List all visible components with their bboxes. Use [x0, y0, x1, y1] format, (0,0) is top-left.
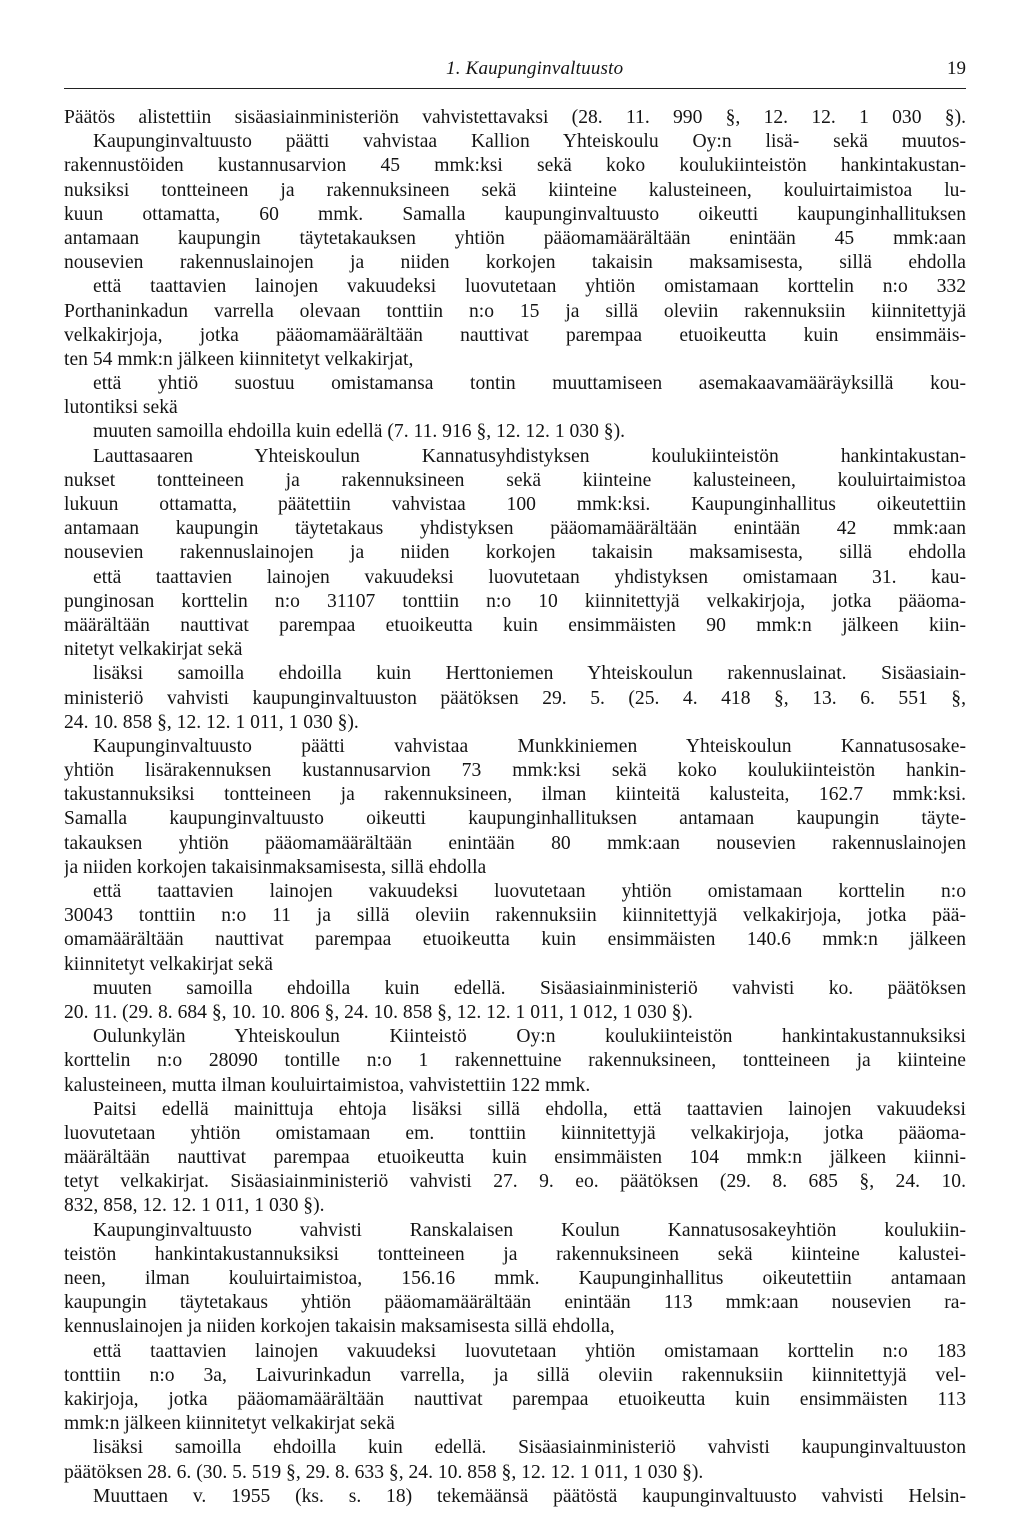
text-line: velkakirjoja, jotka pääomamäärältään nauttivat parempaa etuoikeutta kuin ensimmäis-: [64, 324, 966, 346]
text-line: neen, ilman kouluirtaimistoa, 156.16 mmk. Kaupunginhallitus oikeutettiin antamaan: [64, 1268, 966, 1289]
text-line: takustannuksiksi tontteineen ja rakennuksineen, ilman kiinteitä kalusteita, 162.7 mmk:ksi.: [64, 784, 966, 806]
text-line: Kaupunginvaltuusto vahvisti Ranskalaisen Koulun Kannatusosakeyhtiön koulukiin-: [93, 1219, 966, 1241]
text-line: 832, 858, 12. 12. 1 011, 1 030 §).: [64, 1195, 325, 1217]
text-line: omamäärältään nauttivat parempaa etuoikeutta kuin ensimmäisten 140.6 mmk:n jälkeen: [64, 929, 966, 951]
text-line: kalusteineen, mutta ilman kouluirtaimistoa, vahvistettiin 122 mmk.: [64, 1074, 591, 1096]
text-line: Lauttasaaren Yhteiskoulun Kannatusyhdistyksen koulukiinteistön hankintakustan-: [93, 445, 966, 467]
text-line: takauksen yhtiön pääomamäärältään enintään 80 mmk:aan nousevien rakennuslainojen: [64, 832, 966, 854]
text-line: kaupungin täytetakaus yhtiön pääomamäärältään enintään 113 mmk:aan nousevien ra-: [64, 1292, 966, 1314]
text-line: antamaan kaupungin täytetakaus yhdistyksen pääomamäärältään enintään 42 mmk:aan: [64, 518, 966, 540]
text-line: että yhtiö suostuu omistamansa tontin muuttamiseen asemakaavamääräyksillä kou-: [93, 373, 966, 395]
text-line: Kaupunginvaltuusto päätti vahvistaa Kallion Yhteiskoulu Oy:n lisä- sekä muutos-: [93, 131, 966, 153]
text-line: ministeriö vahvisti kaupunginvaltuuston päätöksen 29. 5. (25. 4. 418 §, 13. 6. 551 §,: [64, 687, 966, 709]
text-line: korttelin n:o 28090 tontille n:o 1 rakennettuine rakennuksineen, tontteineen ja kiinteine: [64, 1050, 966, 1072]
text-line: Oulunkylän Yhteiskoulun Kiinteistö Oy:n koulukiinteistön hankintakustannuksiksi: [93, 1026, 966, 1048]
text-line: lutontiksi sekä: [64, 397, 178, 419]
text-line: 30043 tonttiin n:o 11 ja sillä oleviin rakennuksiin kiinnitettyjä velkakirjoja, jotka pää-: [64, 905, 966, 927]
text-line: mmk:n jälkeen kiinnitetyt velkakirjat sekä: [64, 1413, 395, 1435]
text-line: kakirjoja, jotka pääomamäärältään nauttivat parempaa etuoikeutta kuin ensimmäisten 113: [64, 1388, 966, 1410]
text-line: että taattavien lainojen vakuudeksi luovutetaan yhtiön omistamaan korttelin n:o: [93, 881, 966, 902]
text-line: nousevien rakennuslainojen ja niiden korkojen takaisin maksamisesta, sillä ehdolla: [64, 542, 966, 564]
text-line: kennuslainojen ja niiden korkojen takaisin maksamisesta sillä ehdolla,: [64, 1316, 615, 1338]
text-line: tetyt velkakirjat. Sisäasiainministeriö vahvisti 27. 9. eo. päätöksen (29. 8. 685 §, 24. 10.: [64, 1171, 966, 1193]
text-line: 24. 10. 858 §, 12. 12. 1 011, 1 030 §).: [64, 711, 359, 733]
text-line: lisäksi samoilla ehdoilla kuin Herttoniemen Yhteiskoulun rakennuslainat. Sisäasiain-: [93, 663, 966, 685]
text-line: nitetyt velkakirjat sekä: [64, 639, 243, 661]
text-line: päätöksen 28. 6. (30. 5. 519 §, 29. 8. 633 §, 24. 10. 858 §, 12. 12. 1 011, 1 030 §).: [64, 1461, 704, 1483]
text-line: Paitsi edellä mainittuja ehtoja lisäksi sillä ehdolla, että taattavien lainojen vakuudeksi: [93, 1098, 966, 1120]
text-line: tonttiin n:o 3a, Laivurinkadun varrella, ja sillä oleviin rakennuksiin kiinnitettyjä vel-: [64, 1364, 966, 1386]
text-line: muuten samoilla ehdoilla kuin edellä. Sisäasiainministeriö vahvisti ko. päätöksen: [93, 977, 966, 999]
text-line: kiinnitetyt velkakirjat sekä: [64, 953, 273, 975]
text-line: yhtiön lisärakennuksen kustannusarvion 73 mmk:ksi sekä koko koulukiinteistön hankin-: [64, 760, 966, 782]
header-rule: [64, 88, 966, 89]
body-text: [64, 106, 966, 1509]
text-line: lisäksi samoilla ehdoilla kuin edellä. Sisäasiainministeriö vahvisti kaupunginvaltuuston: [93, 1437, 966, 1459]
page-number: 19: [947, 58, 966, 79]
text-line: Kaupunginvaltuusto päätti vahvistaa Munkkiniemen Yhteiskoulun Kannatusosake-: [93, 735, 966, 757]
text-line: että taattavien lainojen vakuudeksi luovutetaan yhdistyksen omistamaan 31. kau-: [93, 566, 966, 588]
text-line: Samalla kaupunginvaltuusto oikeutti kaupunginhallituksen antamaan kaupungin täyte-: [64, 808, 966, 830]
text-line: että taattavien lainojen vakuudeksi luovutetaan yhtiön omistamaan korttelin n:o 183: [93, 1340, 966, 1362]
text-line: ja niiden korkojen takaisinmaksamisesta, sillä ehdolla: [64, 856, 487, 878]
text-line: määrältään nauttivat parempaa etuoikeutta kuin ensimmäisten 90 mmk:n jälkeen kiin-: [64, 614, 966, 636]
text-line: luovutetaan yhtiön omistamaan em. tonttiin kiinnitettyjä velkakirjoja, jotka pääoma-: [64, 1122, 966, 1144]
text-line: lukuun ottamatta, päätettiin vahvistaa 100 mmk:ksi. Kaupunginhallitus oikeutettiin: [64, 494, 966, 515]
text-line: 20. 11. (29. 8. 684 §, 10. 10. 806 §, 24. 10. 858 §, 12. 12. 1 011, 1 012, 1 030 §).: [64, 1001, 693, 1023]
text-line: nuksiksi tontteineen ja rakennuksineen sekä kiinteine kalusteineen, kouluirtaimistoa lu-: [64, 179, 966, 201]
running-title: 1. Kaupunginvaltuusto: [446, 58, 624, 79]
text-line: ten 54 mmk:n jälkeen kiinnitetyt velkakirjat,: [64, 348, 414, 370]
text-line: että taattavien lainojen vakuudeksi luovutetaan yhtiön omistamaan korttelin n:o 332: [93, 276, 966, 298]
text-line: Porthaninkadun varrella olevaan tonttiin n:o 15 ja sillä oleviin rakennuksiin kiinnitettyjä: [64, 300, 966, 322]
text-line: nousevien rakennuslainojen ja niiden korkojen takaisin maksamisesta, sillä ehdolla: [64, 252, 966, 274]
page-header: [64, 58, 966, 86]
text-line: punginosan korttelin n:o 31107 tonttiin n:o 10 kiinnitettyjä velkakirjoja, jotka pääoma-: [64, 590, 966, 612]
text-line: muuten samoilla ehdoilla kuin edellä (7. 11. 916 §, 12. 12. 1 030 §).: [93, 421, 626, 443]
text-line: määrältään nauttivat parempaa etuoikeutta kuin ensimmäisten 104 mmk:n jälkeen kiinni-: [64, 1147, 966, 1169]
text-line: antamaan kaupungin täytetakauksen yhtiön pääomamäärältään enintään 45 mmk:aan: [64, 227, 966, 249]
text-line: teistön hankintakustannuksiksi tontteineen ja rakennuksineen sekä kiinteine kalustei-: [64, 1243, 966, 1265]
text-line: Muuttaen v. 1955 (ks. s. 18) tekemäänsä päätöstä kaupunginvaltuusto vahvisti Helsin-: [93, 1485, 966, 1507]
text-line: kuun ottamatta, 60 mmk. Samalla kaupunginvaltuusto oikeutti kaupunginhallituksen: [64, 203, 966, 225]
text-line: nukset tontteineen ja rakennuksineen sekä kiinteine kalusteineen, kouluirtaimistoa: [64, 469, 966, 491]
text-line: rakennustöiden kustannusarvion 45 mmk:ksi sekä koko koulukiinteistön hankintakustan-: [64, 155, 966, 177]
text-line: Päätös alistettiin sisäasiainministeriön vahvistettavaksi (28. 11. 990 §, 12. 12. 1 030 §).: [64, 107, 966, 128]
